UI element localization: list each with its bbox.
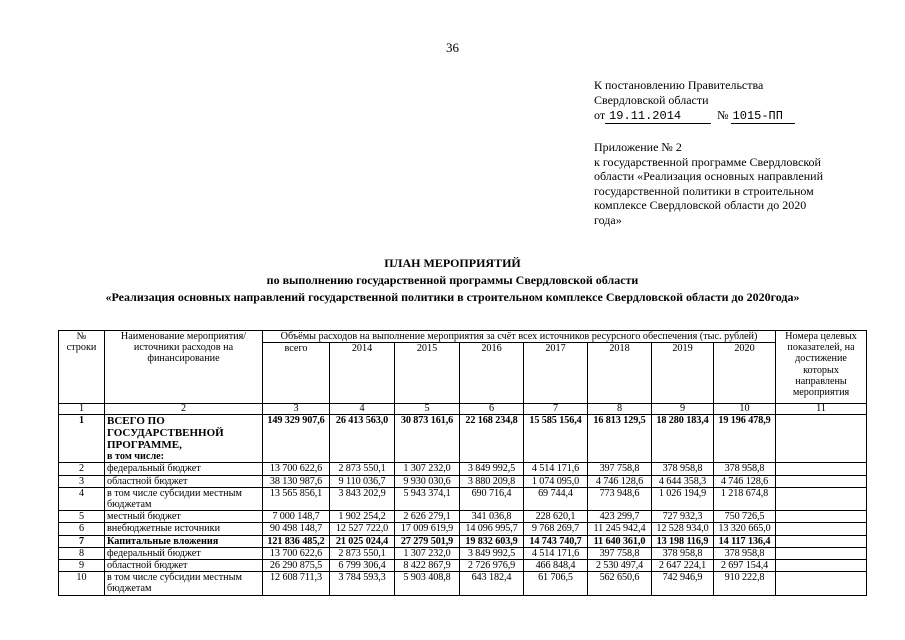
row-number: 8: [59, 547, 105, 559]
appendix-line-3: области «Реализация основных направлений: [594, 169, 823, 183]
table-row: [59, 535, 867, 547]
value-total: 12 608 711,3: [263, 572, 330, 595]
row-name: [105, 415, 263, 463]
value-2017: 15 585 156,4: [524, 415, 588, 463]
value-2015: 1 307 232,0: [395, 463, 460, 475]
value-2016: 3 849 992,5: [460, 547, 524, 559]
value-2020: 1 218 674,8: [714, 487, 776, 510]
col-number: 3: [263, 404, 330, 415]
value-2020: 4 746 128,6: [714, 475, 776, 487]
value-2015: 9 930 030,6: [395, 475, 460, 487]
table-row: [59, 487, 867, 510]
table-row: [59, 511, 867, 523]
value-total: 38 130 987,6: [263, 475, 330, 487]
row-number: 6: [59, 523, 105, 535]
value-2018: 562 650,6: [588, 572, 652, 595]
row-number: 7: [59, 535, 105, 547]
value-2015: 5 943 374,1: [395, 487, 460, 510]
column-numbers-row: [59, 404, 867, 415]
col-number: 4: [330, 404, 395, 415]
value-2015: 30 873 161,6: [395, 415, 460, 463]
col-number: 8: [588, 404, 652, 415]
header-col-2016: 2016: [460, 343, 524, 404]
header-col-2018: 2018: [588, 343, 652, 404]
target-numbers: [776, 560, 867, 572]
row-name-main: ВСЕГО ПО ГОСУДАРСТВЕННОЙ ПРОГРАММЕ,: [107, 415, 224, 452]
value-total: 13 700 622,6: [263, 463, 330, 475]
value-total: 13 700 622,6: [263, 547, 330, 559]
value-2014: 21 025 024,4: [330, 535, 395, 547]
value-total: 13 565 856,1: [263, 487, 330, 510]
value-2020: 2 697 154,4: [714, 560, 776, 572]
value-2014: 1 902 254,2: [330, 511, 395, 523]
value-2015: 8 422 867,9: [395, 560, 460, 572]
value-2017: 466 848,4: [524, 560, 588, 572]
row-name: в том числе субсидии местным бюджетам: [105, 572, 263, 595]
value-2019: 13 198 116,9: [652, 535, 714, 547]
header-col-2020: 2020: [714, 343, 776, 404]
row-name: в том числе субсидии местным бюджетам: [105, 487, 263, 510]
page-number: 36: [446, 40, 459, 55]
table-row: [59, 463, 867, 475]
appendix-line-6: года»: [594, 212, 622, 227]
value-2014: 3 784 593,3: [330, 572, 395, 595]
value-2015: 5 903 408,8: [395, 572, 460, 595]
row-number: 9: [59, 560, 105, 572]
col-number: 11: [776, 404, 867, 415]
value-2018: 11 245 942,4: [588, 523, 652, 535]
header-volumes: Объёмы расходов на выполнение мероприятия за счёт всех источников ресурсного обеспечения (тыс. рублей): [263, 331, 776, 343]
target-numbers: [776, 547, 867, 559]
value-2016: 690 716,4: [460, 487, 524, 510]
value-2016: 19 832 603,9: [460, 535, 524, 547]
value-2019: 378 958,8: [652, 463, 714, 475]
target-numbers: [776, 487, 867, 510]
row-name: федеральный бюджет: [105, 547, 263, 559]
value-2019: 4 644 358,3: [652, 475, 714, 487]
target-numbers: [776, 523, 867, 535]
value-2020: 378 958,8: [714, 547, 776, 559]
decree-line-2: Свердловской области: [594, 93, 709, 107]
value-2019: 12 528 934,0: [652, 523, 714, 535]
value-2014: 6 799 306,4: [330, 560, 395, 572]
value-2014: 12 527 722,0: [330, 523, 395, 535]
value-2016: 2 726 976,9: [460, 560, 524, 572]
value-2019: 18 280 183,4: [652, 415, 714, 463]
value-2015: 1 307 232,0: [395, 547, 460, 559]
value-2018: 397 758,8: [588, 463, 652, 475]
title-line-3: «Реализация основных направлений государственной политики в строительном комплексе Свердловской области до 2020года»: [105, 290, 800, 304]
value-2017: 9 768 269,7: [524, 523, 588, 535]
value-2016: 22 168 234,8: [460, 415, 524, 463]
target-numbers: [776, 463, 867, 475]
header-col-2014: 2014: [330, 343, 395, 404]
value-total: 7 000 148,7: [263, 511, 330, 523]
table-row: [59, 572, 867, 595]
decree-reference: [594, 78, 894, 124]
value-total: 90 498 148,7: [263, 523, 330, 535]
target-numbers: [776, 572, 867, 595]
value-2019: 727 932,3: [652, 511, 714, 523]
value-2019: 742 946,9: [652, 572, 714, 595]
table-row: [59, 475, 867, 487]
col-number: 5: [395, 404, 460, 415]
col-number: 2: [105, 404, 263, 415]
row-number: 4: [59, 487, 105, 510]
header-col-total: всего: [263, 343, 330, 404]
row-name: местный бюджет: [105, 511, 263, 523]
appendix-line-1: Приложение № 2: [594, 140, 682, 154]
value-2017: 61 706,5: [524, 572, 588, 595]
value-2020: 910 222,8: [714, 572, 776, 595]
plan-table: [58, 330, 867, 596]
value-2019: 378 958,8: [652, 547, 714, 559]
value-2016: 3 880 209,8: [460, 475, 524, 487]
value-2014: 26 413 563,0: [330, 415, 395, 463]
header-col-2019: 2019: [652, 343, 714, 404]
decree-number-label: №: [717, 108, 729, 122]
row-name: федеральный бюджет: [105, 463, 263, 475]
value-2018: 11 640 361,0: [588, 535, 652, 547]
value-2016: 643 182,4: [460, 572, 524, 595]
value-2014: 9 110 036,7: [330, 475, 395, 487]
table-row: [59, 560, 867, 572]
decree-line-1: К постановлению Правительства: [594, 78, 764, 92]
table-row: [59, 547, 867, 559]
value-2016: 341 036,8: [460, 511, 524, 523]
header-col-2015: 2015: [395, 343, 460, 404]
value-2017: 14 743 740,7: [524, 535, 588, 547]
row-name: областной бюджет: [105, 475, 263, 487]
decree-from-label: от: [594, 108, 606, 122]
title-line-2: по выполнению государственной программы Свердловской области: [266, 273, 639, 287]
decree-date-number: [594, 108, 894, 124]
header-targets: Номера целевых показателей, на достижение которых направлены мероприятия: [776, 331, 867, 404]
value-2017: 1 074 095,0: [524, 475, 588, 487]
appendix-line-4: государственной политики в строительном: [594, 183, 814, 198]
value-2015: 17 009 619,9: [395, 523, 460, 535]
document-title: [0, 255, 905, 306]
value-2019: 2 647 224,1: [652, 560, 714, 572]
value-2020: 750 726,5: [714, 511, 776, 523]
table-row: [59, 415, 867, 463]
value-2020: 13 320 665,0: [714, 523, 776, 535]
col-number: 7: [524, 404, 588, 415]
value-2018: 423 299,7: [588, 511, 652, 523]
value-total: 26 290 875,5: [263, 560, 330, 572]
table-header-row-1: [59, 331, 867, 343]
value-2016: 3 849 992,5: [460, 463, 524, 475]
target-numbers: [776, 415, 867, 463]
value-2019: 1 026 194,9: [652, 487, 714, 510]
value-total: 121 836 485,2: [263, 535, 330, 547]
col-number: 9: [652, 404, 714, 415]
row-number: 2: [59, 463, 105, 475]
value-2015: 2 626 279,1: [395, 511, 460, 523]
value-2014: 3 843 202,9: [330, 487, 395, 510]
col-number: 1: [59, 404, 105, 415]
row-name: внебюджетные источники: [105, 523, 263, 535]
value-2018: 397 758,8: [588, 547, 652, 559]
decree-number: 1015-ПП: [731, 110, 795, 124]
row-name-sub: в том числе:: [107, 451, 165, 463]
value-2014: 2 873 550,1: [330, 547, 395, 559]
value-2017: 4 514 171,6: [524, 547, 588, 559]
row-number: 1: [59, 415, 105, 463]
value-2018: 2 530 497,4: [588, 560, 652, 572]
row-name: Капитальные вложения: [105, 535, 263, 547]
target-numbers: [776, 535, 867, 547]
value-2017: 4 514 171,6: [524, 463, 588, 475]
title-line-1: ПЛАН МЕРОПРИЯТИЙ: [384, 256, 521, 270]
appendix-line-5: комплексе Свердловской области до 2020: [594, 198, 807, 212]
header-row-number: № строки: [59, 331, 105, 404]
value-2018: 773 948,6: [588, 487, 652, 510]
row-name: областной бюджет: [105, 560, 263, 572]
value-2016: 14 096 995,7: [460, 523, 524, 535]
header-col-2017: 2017: [524, 343, 588, 404]
value-2017: 69 744,4: [524, 487, 588, 510]
row-number: 3: [59, 475, 105, 487]
appendix-reference: [594, 140, 854, 227]
target-numbers: [776, 511, 867, 523]
row-number: 10: [59, 572, 105, 595]
value-2020: 14 117 136,4: [714, 535, 776, 547]
target-numbers: [776, 475, 867, 487]
header-name: Наименование мероприятия/источники расходов на финансирование: [105, 331, 263, 404]
value-2018: 4 746 128,6: [588, 475, 652, 487]
value-2020: 19 196 478,9: [714, 415, 776, 463]
value-2020: 378 958,8: [714, 463, 776, 475]
value-2018: 16 813 129,5: [588, 415, 652, 463]
value-2015: 27 279 501,9: [395, 535, 460, 547]
value-2017: 228 620,1: [524, 511, 588, 523]
value-total: 149 329 907,6: [263, 415, 330, 463]
col-number: 10: [714, 404, 776, 415]
value-2014: 2 873 550,1: [330, 463, 395, 475]
appendix-line-2: к государственной программе Свердловской: [594, 154, 821, 169]
col-number: 6: [460, 404, 524, 415]
table-row: [59, 523, 867, 535]
decree-date: 19.11.2014: [605, 110, 711, 124]
row-number: 5: [59, 511, 105, 523]
